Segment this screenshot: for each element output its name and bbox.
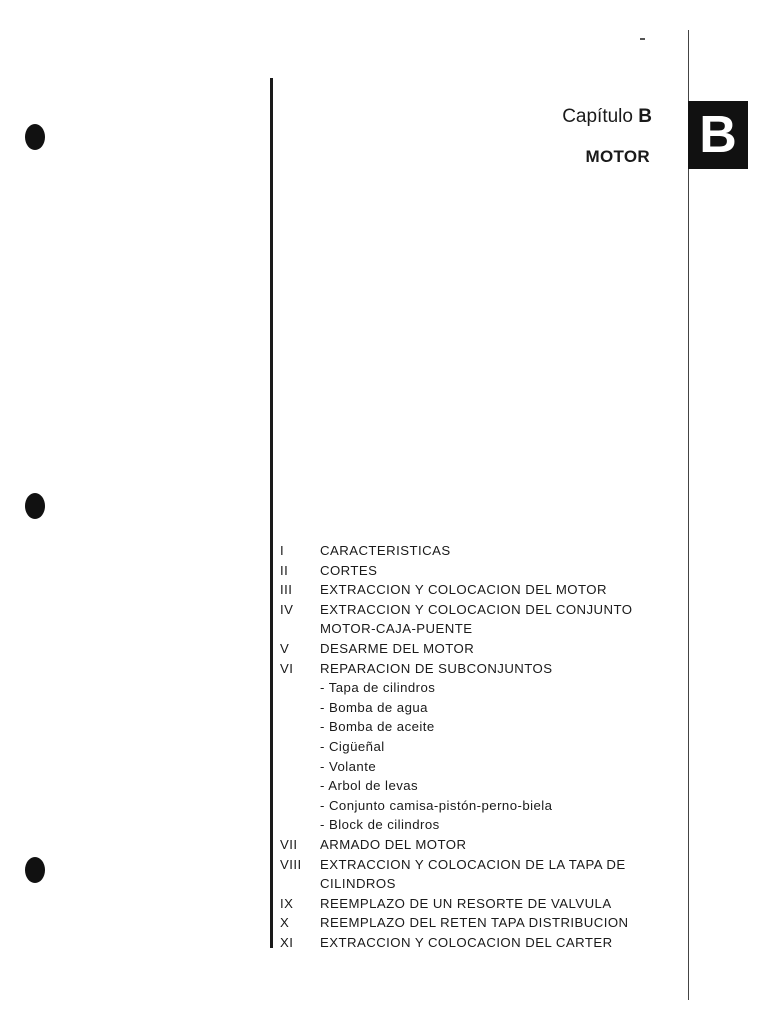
vertical-rule <box>270 78 273 948</box>
toc-entry <box>280 776 680 796</box>
toc-entry-text: - Arbol de levas <box>320 778 419 794</box>
toc-entry-text: CILINDROS <box>320 876 396 892</box>
toc-entry <box>280 619 680 639</box>
toc-entry <box>280 835 680 855</box>
toc-entry-number <box>280 757 320 777</box>
toc-entry-text: - Bomba de aceite <box>320 719 435 735</box>
toc-entry <box>280 580 680 600</box>
toc-entry-text: - Cigüeñal <box>320 738 385 754</box>
toc-entry-number: X <box>280 915 290 931</box>
toc-entry-text: - Bomba de agua <box>320 699 428 715</box>
chapter-label-text: Capítulo <box>562 106 633 127</box>
toc-entry <box>280 639 680 659</box>
toc-entry-text: - Tapa de cilindros <box>320 680 436 696</box>
toc-entry <box>280 874 680 894</box>
toc-entry <box>280 561 680 581</box>
toc-entry-number <box>280 815 320 835</box>
toc-entry-text: - Block de cilindros <box>320 817 440 833</box>
toc-entry-number <box>280 737 320 757</box>
toc-entry-text: DESARME DEL MOTOR <box>320 640 475 656</box>
toc-entry <box>280 678 680 698</box>
toc-entry <box>280 737 680 757</box>
toc-entry <box>280 717 680 737</box>
chapter-tab: B <box>688 101 748 169</box>
toc-entry-number: VI <box>280 660 294 676</box>
toc-entry <box>280 659 680 679</box>
toc-entry-number: XI <box>280 934 294 950</box>
binder-hole <box>25 857 45 883</box>
binder-hole <box>25 124 45 150</box>
toc-entry-number <box>280 717 320 737</box>
chapter-title: MOTOR <box>585 147 650 166</box>
toc-entry-text: EXTRACCION Y COLOCACION DEL CONJUNTO <box>320 601 633 617</box>
toc-entry-number: VIII <box>280 856 302 872</box>
toc-entry-text: REPARACION DE SUBCONJUNTOS <box>320 660 553 676</box>
toc-entry-number <box>280 874 320 894</box>
toc-entry-text: REEMPLAZO DEL RETEN TAPA DISTRIBUCION <box>320 915 629 931</box>
toc-entry-number: I <box>280 543 285 558</box>
toc-entry <box>280 855 680 875</box>
toc-entry-text: MOTOR-CAJA-PUENTE <box>320 621 473 637</box>
toc-entry <box>280 698 680 718</box>
page-edge-line <box>688 30 689 1000</box>
toc-entry-number <box>280 698 320 718</box>
toc-entry-number <box>280 678 320 698</box>
toc-entry-text: - Volante <box>320 758 377 774</box>
toc-entry-number <box>280 796 320 816</box>
toc-entry-text: EXTRACCION Y COLOCACION DEL MOTOR <box>320 582 607 598</box>
toc-entry <box>280 600 680 620</box>
toc-entry-text: ARMADO DEL MOTOR <box>320 836 467 852</box>
toc-entry-number: V <box>280 640 290 656</box>
toc-entry-text: EXTRACCION Y COLOCACION DE LA TAPA DE <box>320 856 626 872</box>
scan-mark <box>640 38 645 40</box>
toc-entry <box>280 815 680 835</box>
chapter-letter: B <box>638 106 652 127</box>
toc-entry <box>280 757 680 777</box>
toc-entry <box>280 894 680 914</box>
toc-entry-number: III <box>280 582 293 598</box>
toc-entry <box>280 913 680 933</box>
toc-entry-text: CORTES <box>320 562 378 578</box>
toc-entry <box>280 541 680 561</box>
toc-entry <box>280 933 680 953</box>
toc-entry-number <box>280 776 320 796</box>
toc-entry-text: REEMPLAZO DE UN RESORTE DE VALVULA <box>320 895 612 911</box>
toc-entry <box>280 796 680 816</box>
chapter-label <box>562 106 652 128</box>
toc-entry-number: IV <box>280 601 294 617</box>
toc-entry-text: EXTRACCION Y COLOCACION DEL CARTER <box>320 934 613 950</box>
table-of-contents <box>280 541 680 952</box>
toc-entry-number <box>280 619 320 639</box>
toc-entry-number: VII <box>280 836 298 852</box>
toc-entry-number: II <box>280 562 289 578</box>
toc-entry-text: CARACTERISTICAS <box>320 543 451 558</box>
binder-hole <box>25 493 45 519</box>
toc-entry-number: IX <box>280 895 294 911</box>
toc-entry-text: - Conjunto camisa-pistón-perno-biela <box>320 797 553 813</box>
